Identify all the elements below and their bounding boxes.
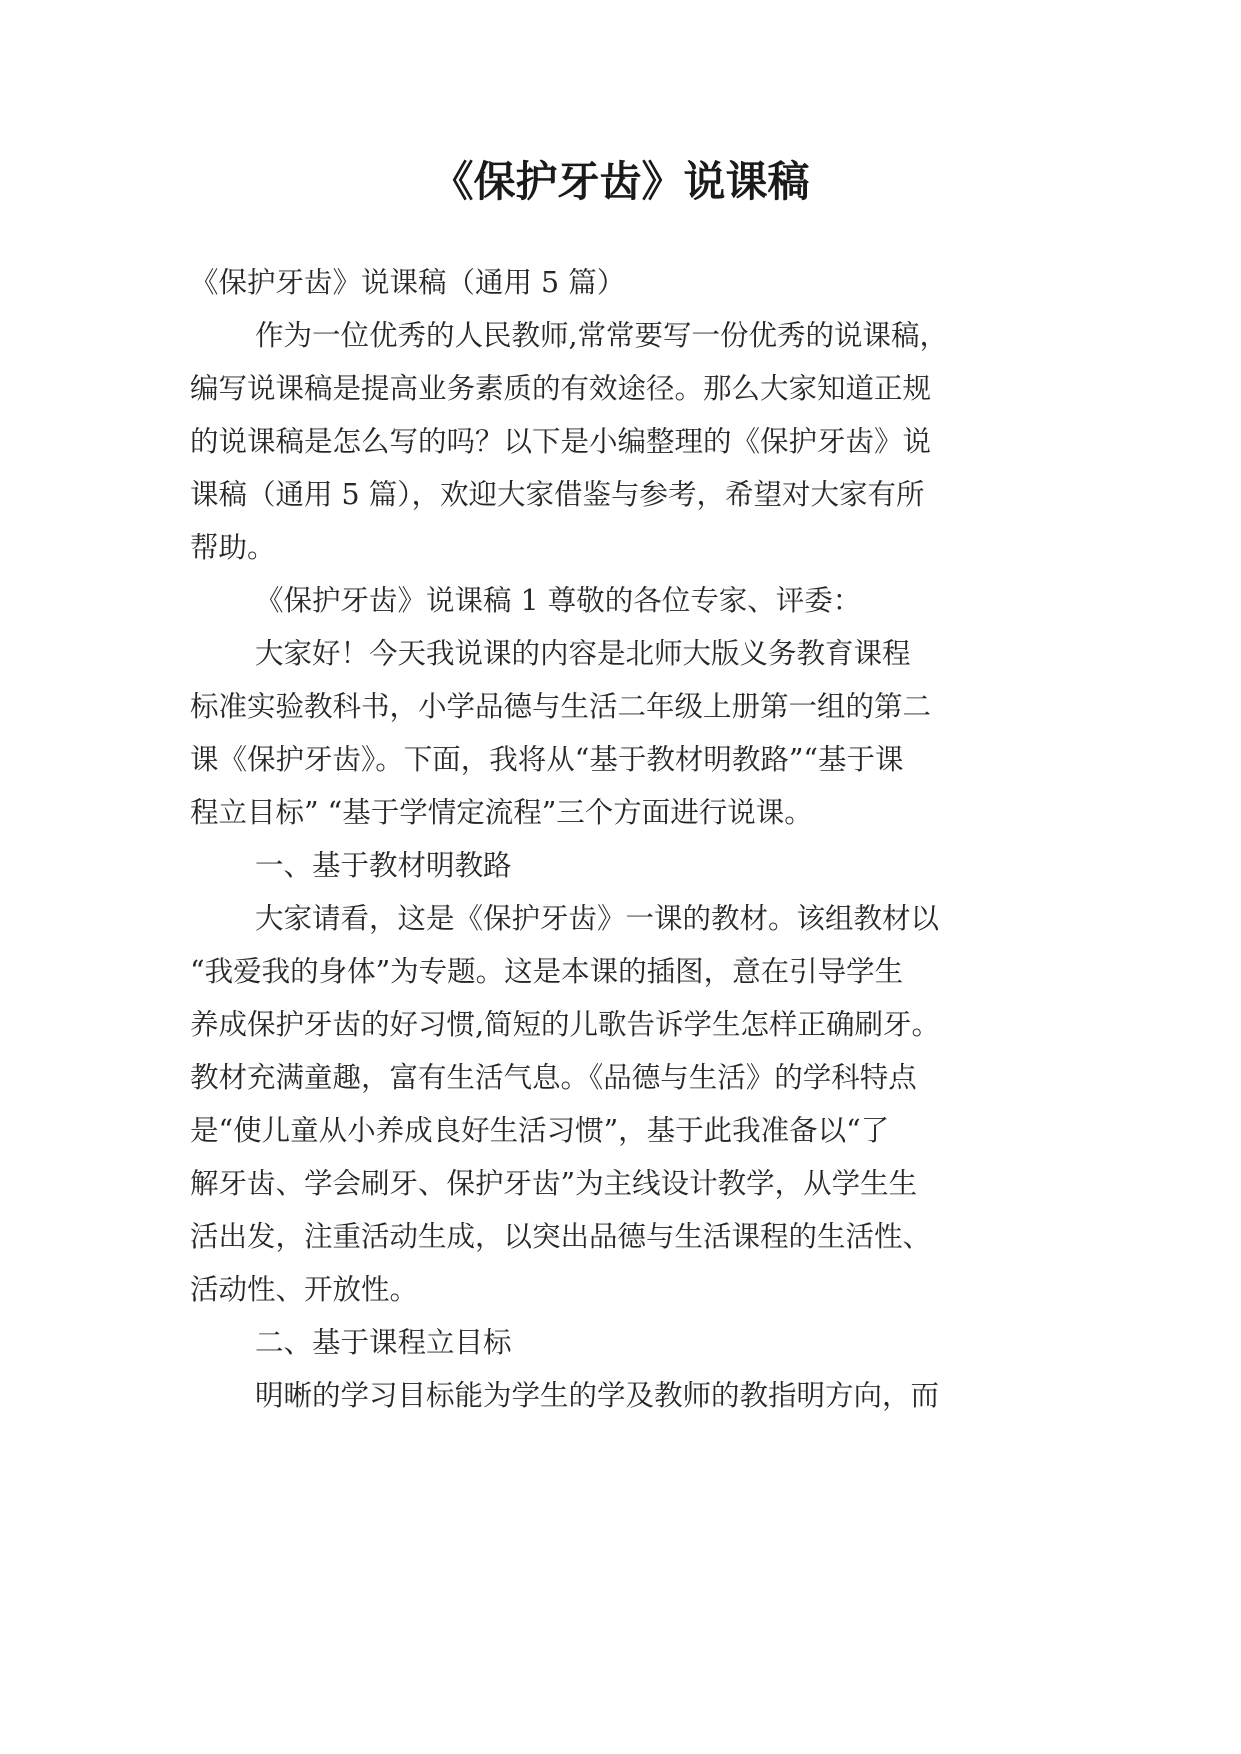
greeting-line-4: 程立目标” “基于学情定流程”三个方面进行说课。 — [190, 796, 813, 829]
section1-line-6: 解牙齿、学会刷牙、保护牙齿”为主线设计教学，从学生生 — [190, 1167, 918, 1200]
greeting-line-1: 大家好！今天我说课的内容是北师大版义务教育课程 — [255, 637, 911, 670]
section1-line-3: 养成保护牙齿的好习惯,简短的儿歌告诉学生怎样正确刷牙。 — [190, 1008, 941, 1041]
essay-heading-line: 《保护牙齿》说课稿 1 尊敬的各位专家、评委： — [255, 584, 862, 617]
section1-line-5: 是“使儿童从小养成良好生活习惯”，基于此我准备以“了 — [190, 1114, 890, 1147]
section1-line-1: 大家请看，这是《保护牙齿》一课的教材。该组教材以 — [255, 902, 940, 935]
greeting-line-2: 标准实验教科书，小学品德与生活二年级上册第一组的第二 — [190, 690, 932, 723]
greeting-line-3: 课《保护牙齿》。下面，我将从“基于教材明教路”“基于课 — [190, 743, 904, 776]
intro-line-2: 编写说课稿是提高业务素质的有效途径。那么大家知道正规 — [190, 372, 932, 405]
subtitle-line: 《保护牙齿》说课稿（通用 5 篇） — [190, 266, 626, 299]
intro-line-3: 的说课稿是怎么写的吗？以下是小编整理的《保护牙齿》说 — [190, 425, 932, 458]
intro-line-4: 课稿（通用 5 篇），欢迎大家借鉴与参考，希望对大家有所 — [190, 478, 925, 511]
section1-line-2: “我爱我的身体”为专题。这是本课的插图，意在引导学生 — [190, 955, 904, 988]
document-title: 《保护牙齿》说课稿 — [431, 157, 810, 206]
intro-line-5: 帮助。 — [190, 531, 276, 564]
intro-line-1: 作为一位优秀的人民教师,常常要写一份优秀的说课稿， — [255, 319, 949, 352]
section1-line-8: 活动性、开放性。 — [190, 1273, 419, 1306]
section1-line-4: 教材充满童趣，富有生活气息。《品德与生活》的学科特点 — [190, 1061, 917, 1094]
section1-line-7: 活出发，注重活动生成，以突出品德与生活课程的生活性、 — [190, 1220, 932, 1253]
section-heading-2: 二、基于课程立目标 — [255, 1326, 512, 1359]
section-heading-1: 一、基于教材明教路 — [255, 849, 512, 882]
section2-line-1: 明晰的学习目标能为学生的学及教师的教指明方向，而 — [255, 1379, 940, 1412]
